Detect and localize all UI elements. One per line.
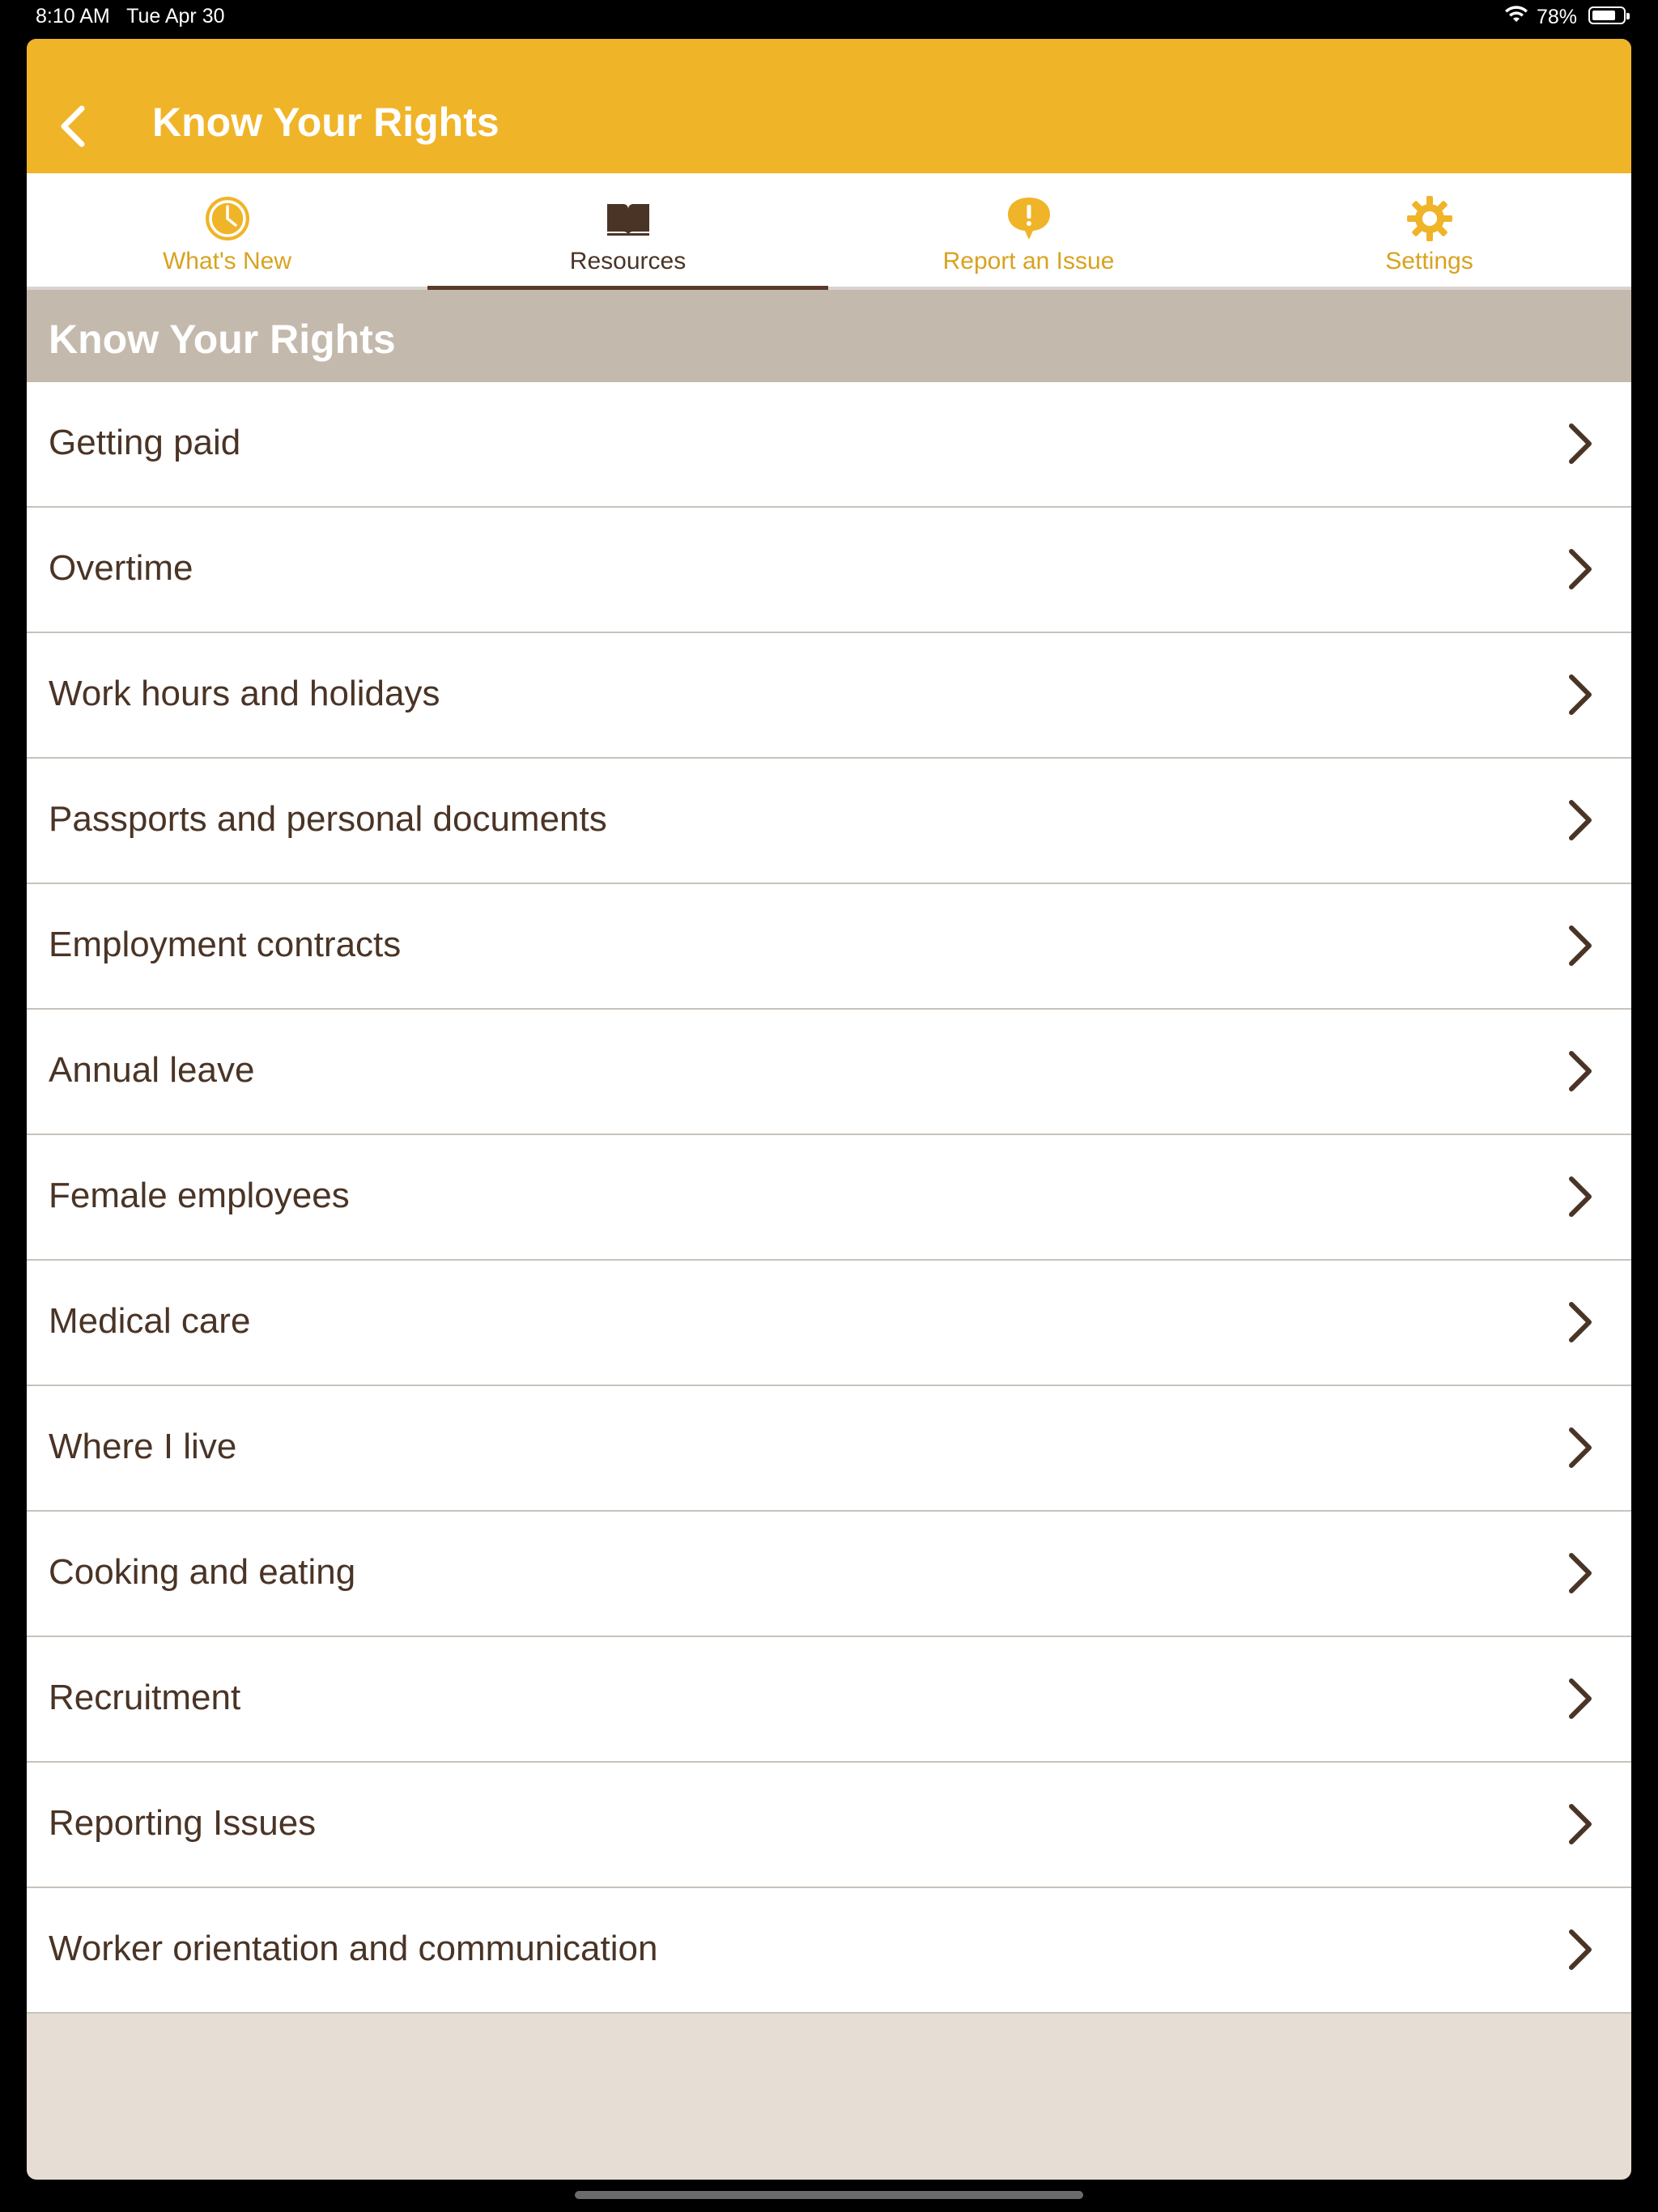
status-time: 8:10 AM <box>36 5 110 28</box>
page-title: Know Your Rights <box>152 100 500 145</box>
list-item[interactable] <box>27 1261 1631 1386</box>
status-date: Tue Apr 30 <box>126 5 225 28</box>
list-item[interactable] <box>27 1512 1631 1637</box>
chevron-right-icon <box>1563 1800 1596 1848</box>
tab-resources[interactable] <box>427 173 828 287</box>
list-item-label: Reporting Issues <box>49 1803 317 1843</box>
battery-icon <box>1588 6 1626 24</box>
battery-nub <box>1626 13 1630 19</box>
section-title: Know Your Rights <box>49 317 396 362</box>
list-item[interactable] <box>27 633 1631 759</box>
list-item-label: Cooking and eating <box>49 1552 356 1592</box>
chevron-right-icon <box>1563 545 1596 593</box>
tab-label: Resources <box>569 248 687 274</box>
tab-label: What's New <box>162 248 292 274</box>
list-item-label: Passports and personal documents <box>49 799 607 839</box>
list-item[interactable] <box>27 1888 1631 2014</box>
list-item-label: Employment contracts <box>49 925 402 964</box>
list-item-label: Where I live <box>49 1427 237 1466</box>
list-item-label: Work hours and holidays <box>49 674 440 713</box>
tab-report-an-issue[interactable] <box>828 173 1229 287</box>
list-item-label: Female employees <box>49 1176 350 1215</box>
list-item[interactable] <box>27 759 1631 884</box>
list-item-label: Worker orientation and communication <box>49 1929 658 1968</box>
battery-percent: 78% <box>1536 6 1577 28</box>
list-item-label: Medical care <box>49 1301 251 1341</box>
list-item[interactable] <box>27 508 1631 633</box>
list-item[interactable] <box>27 1637 1631 1763</box>
chevron-right-icon <box>1563 796 1596 844</box>
status-bar <box>0 0 1658 39</box>
list-item[interactable] <box>27 1010 1631 1135</box>
chevron-right-icon <box>1563 1674 1596 1723</box>
chevron-right-icon <box>1563 1925 1596 1974</box>
chevron-right-icon <box>1563 1549 1596 1597</box>
alert-bubble-icon <box>1005 194 1053 243</box>
chevron-right-icon <box>1563 1298 1596 1346</box>
chevron-right-icon <box>1563 1423 1596 1472</box>
tab-label: Settings <box>1385 248 1473 274</box>
chevron-right-icon <box>1563 921 1596 970</box>
chevron-right-icon <box>1563 670 1596 719</box>
topics-list <box>27 382 1631 2014</box>
tab-whats-new[interactable] <box>27 173 427 287</box>
tab-bar <box>27 173 1631 290</box>
chevron-right-icon <box>1563 1172 1596 1221</box>
list-item[interactable] <box>27 1135 1631 1261</box>
clock-icon <box>203 194 252 243</box>
gear-icon <box>1405 194 1454 243</box>
home-indicator[interactable] <box>575 2191 1083 2199</box>
tab-label: Report an Issue <box>942 248 1115 274</box>
back-button[interactable] <box>51 102 100 151</box>
wifi-icon <box>1504 5 1528 30</box>
status-right <box>1504 5 1577 30</box>
list-item[interactable] <box>27 1763 1631 1888</box>
status-time-date <box>36 5 225 28</box>
book-icon <box>604 194 653 243</box>
app-window <box>27 39 1631 2180</box>
list-item-label: Recruitment <box>49 1678 241 1717</box>
list-item-label: Overtime <box>49 548 193 588</box>
list-item[interactable] <box>27 1386 1631 1512</box>
list-item[interactable] <box>27 382 1631 508</box>
chevron-left-icon <box>51 102 100 151</box>
list-item-label: Annual leave <box>49 1050 255 1090</box>
list-item-label: Getting paid <box>49 423 241 462</box>
section-header <box>27 290 1631 382</box>
list-item[interactable] <box>27 884 1631 1010</box>
tab-settings[interactable] <box>1229 173 1630 287</box>
chevron-right-icon <box>1563 419 1596 468</box>
nav-bar <box>27 39 1631 173</box>
battery-fill <box>1592 11 1615 20</box>
chevron-right-icon <box>1563 1047 1596 1095</box>
